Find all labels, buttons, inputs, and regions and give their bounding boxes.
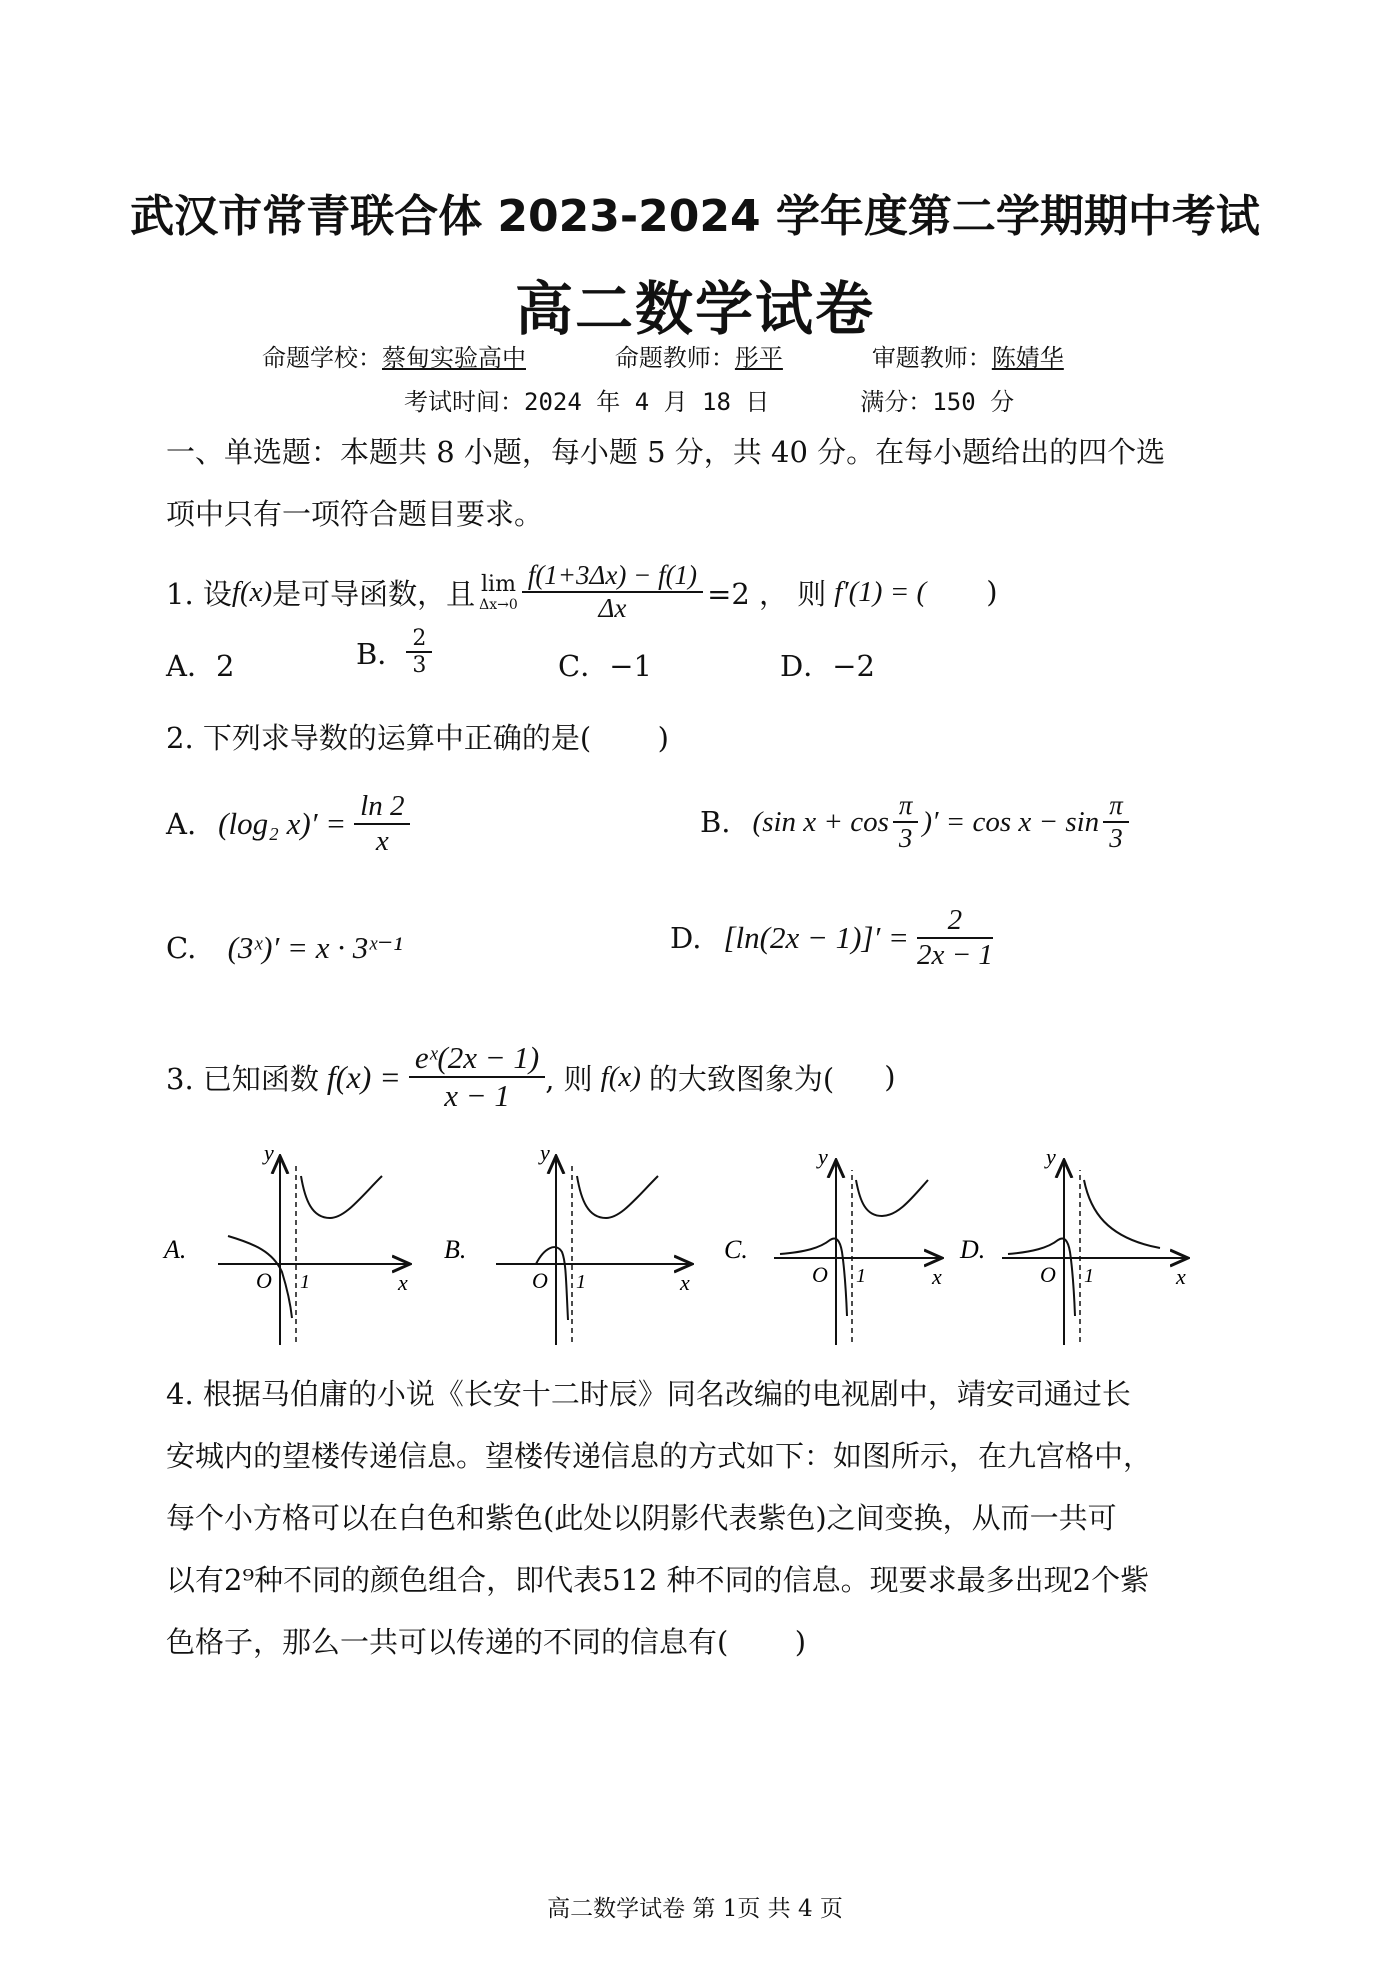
q2-d-num: 2 xyxy=(917,904,993,939)
graph-a xyxy=(162,1140,408,1345)
q2-b-frac-1 xyxy=(893,790,919,854)
graph-b xyxy=(444,1140,690,1345)
teacher-label: 命题教师： xyxy=(614,344,735,372)
q2-b-mid: )′ = cos x − sin xyxy=(922,805,1100,838)
page-footer: 高二数学试卷 第 1页 共 4 页 xyxy=(547,1896,843,1922)
q1-lim-sub: Δx→0 xyxy=(479,596,518,613)
graph-a-x: x xyxy=(398,1270,408,1295)
question-3 xyxy=(166,1040,896,1114)
q2-d-den: 2x − 1 xyxy=(916,939,993,971)
graph-c-y: y xyxy=(818,1144,828,1169)
graph-c-x: x xyxy=(932,1264,942,1289)
graph-a-curve-right xyxy=(301,1176,382,1218)
graph-b-label: B. xyxy=(444,1235,467,1264)
q2-option-a xyxy=(166,790,410,858)
q3-den: x − 1 xyxy=(444,1078,510,1113)
graph-d-curve-right xyxy=(1084,1180,1160,1248)
teacher-name: 彤平 xyxy=(734,344,783,372)
q3-graphs xyxy=(160,1140,1210,1360)
q1-prefix: 1. 设 xyxy=(166,576,232,611)
q1-b-num: 2 xyxy=(406,626,432,653)
question-2 xyxy=(166,716,669,757)
q4-line-3: 每个小方格可以在白色和紫色(此处以阴影代表紫色)之间变换，从而一共可 xyxy=(166,1501,1117,1535)
section-instructions-1: 一、单选题：本题共 8 小题，每小题 5 分，共 40 分。在每小题给出的四个选 xyxy=(166,435,1166,469)
q2-d-lhs: [ln(2x − 1)]′ = xyxy=(723,920,909,955)
q1-b-den: 3 xyxy=(412,653,427,678)
q2-d-label: D. xyxy=(670,921,702,955)
q2-a-frac xyxy=(354,790,410,858)
graph-b-origin: O xyxy=(532,1268,548,1293)
author-line xyxy=(262,338,1064,373)
q1-close: ) xyxy=(986,575,998,609)
q2-c-expr: (3ˣ)′ = x · 3ˣ⁻¹ xyxy=(227,930,403,965)
q2-b-label: B. xyxy=(700,805,731,839)
graph-c-label: C. xyxy=(724,1235,748,1264)
graph-d-x: x xyxy=(1176,1264,1186,1289)
graph-d-one: 1 xyxy=(1084,1265,1094,1287)
q1-fx: f(x) xyxy=(231,575,273,608)
q1-mid: 是可导函数，且 xyxy=(272,576,476,611)
q1-option-b-label: B． xyxy=(356,636,407,671)
section-instructions-2: 项中只有一项符合题目要求。 xyxy=(166,497,544,531)
q2-b-three-2: 3 xyxy=(1109,823,1123,853)
q2-a-den: x xyxy=(375,825,389,857)
q2-option-d xyxy=(670,904,993,972)
q2-a-num: ln 2 xyxy=(354,790,410,825)
q2-stem: 2. 下列求导数的运算中正确的是( xyxy=(166,721,592,755)
q1-option-d: D．−2 xyxy=(780,649,876,683)
graph-c xyxy=(724,1144,942,1345)
q2-option-b xyxy=(700,790,1129,854)
q1-limit xyxy=(479,572,518,613)
exam-subtitle: 高二数学试卷 xyxy=(514,275,875,343)
q1-option-a: A．2 xyxy=(166,649,235,683)
q1-denominator: Δx xyxy=(598,593,627,623)
q2-b-three-1: 3 xyxy=(898,823,913,853)
graph-a-y: y xyxy=(264,1140,274,1165)
q2-b-lhs: (sin x + cos xyxy=(752,805,889,838)
question-1 xyxy=(166,552,998,632)
q1-eq: =2 ， 则 xyxy=(707,576,827,611)
graph-b-curve-right xyxy=(577,1176,658,1218)
q2-a-label: A. xyxy=(166,807,197,841)
q2-b-pi-1: π xyxy=(893,790,919,823)
graph-b-one: 1 xyxy=(576,1271,586,1293)
graph-a-origin: O xyxy=(256,1268,272,1293)
graph-d xyxy=(959,1144,1186,1345)
graph-c-origin: O xyxy=(812,1262,828,1287)
q2-option-c xyxy=(166,930,403,966)
q3-fx2: f(x) xyxy=(600,1060,641,1093)
full-score: 满分：150 分 xyxy=(860,388,1015,416)
graph-c-one: 1 xyxy=(856,1265,866,1287)
exam-title: 武汉市常青联合体 2023-2024 学年度第二学期期中考试 xyxy=(130,191,1260,242)
graph-b-x: x xyxy=(680,1270,690,1295)
q4-close: ) xyxy=(794,1625,807,1659)
graph-b-y: y xyxy=(540,1140,550,1165)
q3-suffix: 的大致图象为( xyxy=(648,1061,835,1096)
graph-a-one: 1 xyxy=(300,1271,310,1293)
q2-close: ) xyxy=(657,721,669,755)
q1-fraction xyxy=(522,560,703,624)
exam-time: 考试时间：2024 年 4 月 18 日 xyxy=(404,388,770,416)
q3-num: eˣ(2x − 1) xyxy=(409,1040,545,1078)
graph-c-curve-right xyxy=(856,1180,928,1216)
q4-line-5 xyxy=(166,1620,806,1661)
reviewer-label: 审题教师： xyxy=(871,344,992,372)
q3-fx: f(x) = xyxy=(326,1058,401,1095)
q2-d-frac xyxy=(917,904,993,972)
graph-a-label: A. xyxy=(164,1235,187,1264)
q3-frac xyxy=(409,1040,545,1114)
q2-b-frac-2 xyxy=(1103,790,1129,854)
q1-fprime: f′(1) = ( xyxy=(834,575,927,608)
q1-option-b-frac xyxy=(406,626,432,678)
graph-d-y: y xyxy=(1046,1144,1056,1169)
q4-line-2: 安城内的望楼传递信息。望楼传递信息的方式如下：如图所示，在九宫格中， xyxy=(166,1439,1153,1473)
q1-numerator: f(1+3Δx) − f(1) xyxy=(522,560,703,593)
q4-line-1: 4. 根据马伯庸的小说《长安十二时辰》同名改编的电视剧中，靖安司通过长 xyxy=(166,1377,1131,1411)
q1-option-c: C．−1 xyxy=(558,649,652,683)
q2-b-pi-2: π xyxy=(1103,790,1129,823)
q2-c-label: C. xyxy=(166,931,197,965)
q4-line-4: 以有2⁹种不同的颜色组合，即代表512 种不同的信息。现要求最多出现2个紫 xyxy=(166,1563,1150,1597)
reviewer-name: 陈婧华 xyxy=(991,344,1064,372)
time-score-line xyxy=(404,382,1014,417)
school-label: 命题学校： xyxy=(262,344,382,372)
q4-line-5-text: 色格子，那么一共可以传递的不同的信息有( xyxy=(166,1625,729,1659)
school-name: 蔡甸实验高中 xyxy=(382,344,526,372)
graph-d-origin: O xyxy=(1040,1262,1056,1287)
q1-option-b xyxy=(356,626,432,678)
q3-mid: , 则 xyxy=(545,1061,593,1096)
q3-prefix: 3. 已知函数 xyxy=(166,1061,319,1096)
graph-d-label: D. xyxy=(960,1235,986,1264)
q2-a-lhs: (log₂ x)′ = xyxy=(218,806,347,841)
q1-lim: lim xyxy=(481,571,516,597)
q3-close: ) xyxy=(884,1060,896,1094)
